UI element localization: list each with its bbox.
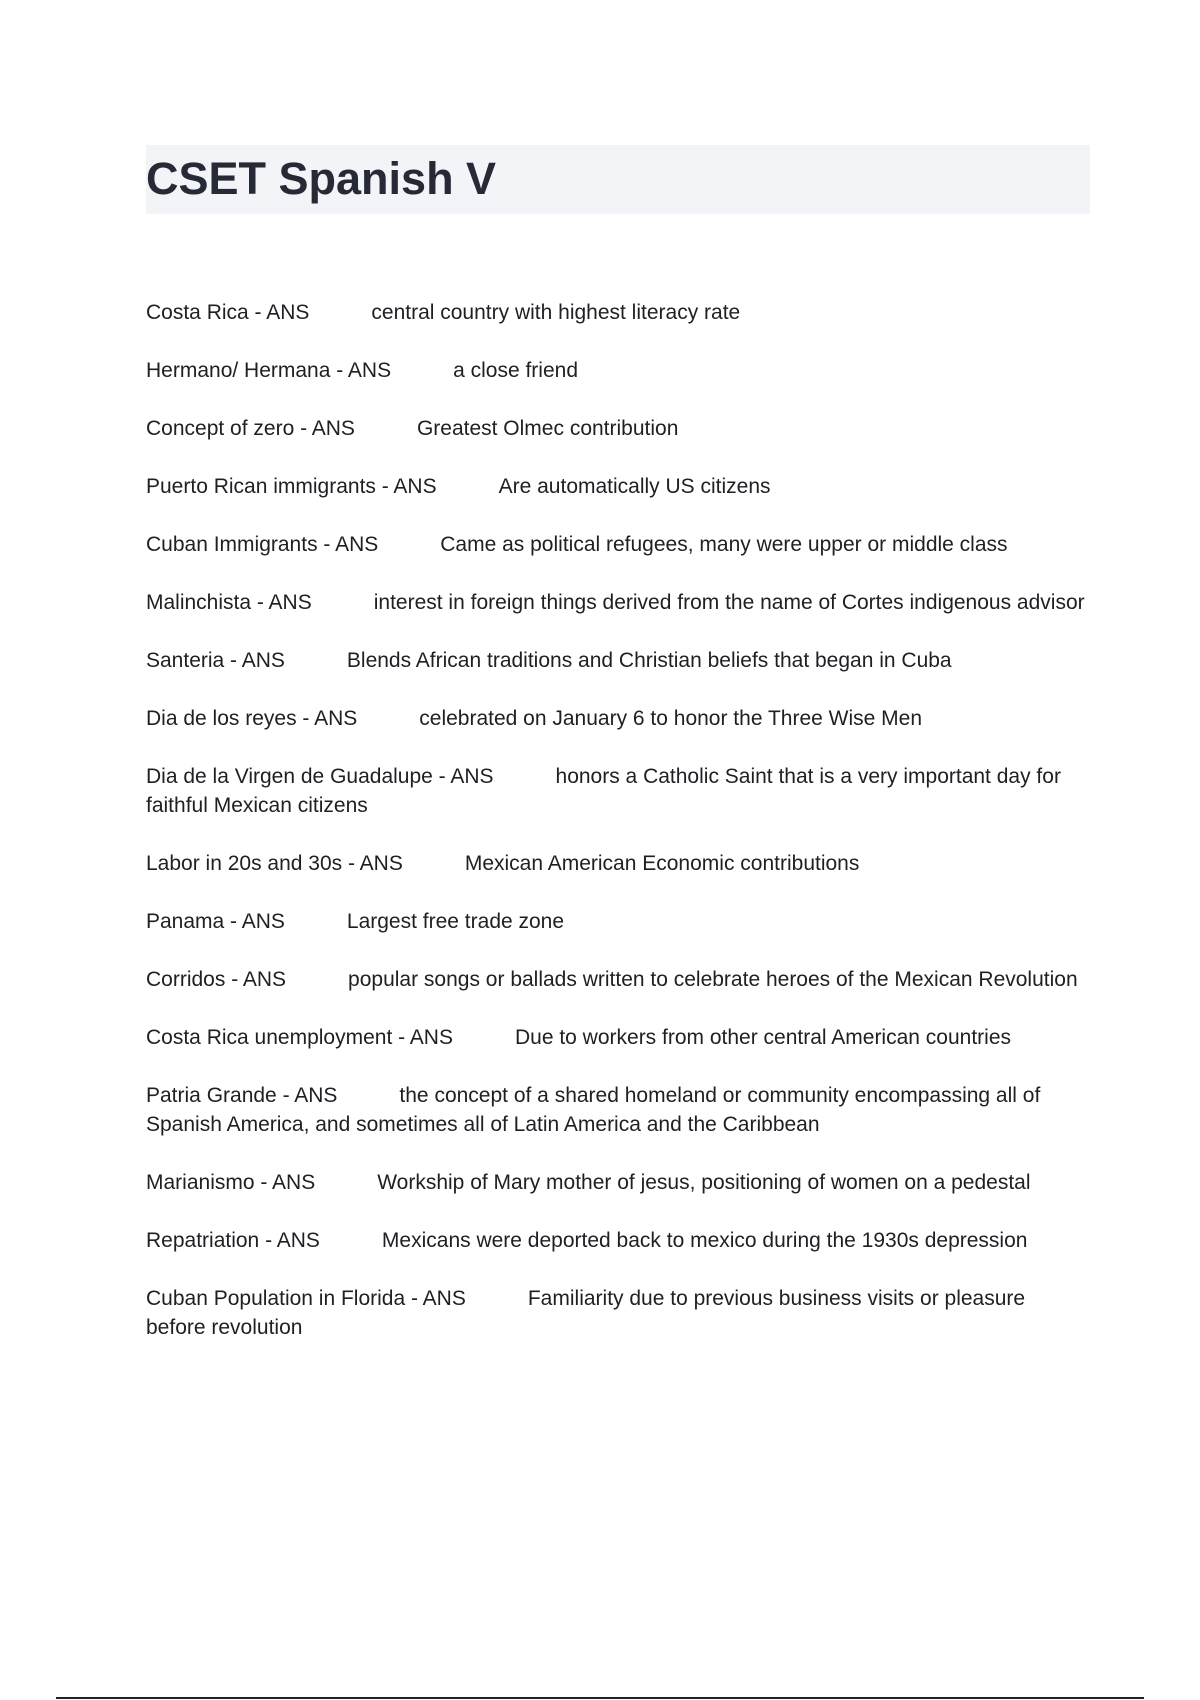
list-item — [146, 298, 1090, 327]
bottom-divider — [56, 1697, 1144, 1699]
definition: interest in foreign things derived from the name of Cortes indigenous advisor — [373, 591, 1085, 614]
definition: honors a Catholic Saint that is a very important day for faithful Mexican citizens — [146, 765, 1061, 817]
list-item — [146, 849, 1090, 878]
definition: Largest free trade zone — [346, 910, 565, 933]
list-item — [146, 414, 1090, 443]
list-item — [146, 1226, 1090, 1255]
term: Repatriation - ANS — [146, 1229, 320, 1252]
definition: Are automatically US citizens — [498, 475, 771, 498]
definition: popular songs or ballads written to celebrate heroes of the Mexican Revolution — [348, 968, 1078, 991]
definition: Workship of Mary mother of jesus, positioning of women on a pedestal — [377, 1171, 1031, 1194]
term: Cuban Population in Florida - ANS — [146, 1287, 466, 1310]
list-item — [146, 1023, 1090, 1052]
list-item — [146, 704, 1090, 733]
term: Cuban Immigrants - ANS — [146, 533, 379, 556]
term: Costa Rica - ANS — [146, 301, 310, 324]
term: Marianismo - ANS — [146, 1171, 316, 1194]
definition: a close friend — [453, 359, 578, 382]
title-banner — [146, 145, 1090, 214]
term: Hermano/ Hermana - ANS — [146, 359, 392, 382]
term: Dia de los reyes - ANS — [146, 707, 358, 730]
term: Panama - ANS — [146, 910, 285, 933]
term: Concept of zero - ANS — [146, 417, 355, 440]
definition: Mexicans were deported back to mexico during the 1930s depression — [381, 1229, 1028, 1252]
list-item — [146, 965, 1090, 994]
list-item — [146, 646, 1090, 675]
term: Santeria - ANS — [146, 649, 285, 672]
flashcard-list — [146, 298, 1090, 1371]
definition: the concept of a shared homeland or community encompassing all of Spanish America, and sometimes all of Latin America and the Caribbean — [146, 1084, 1041, 1136]
list-item — [146, 907, 1090, 936]
term: Patria Grande - ANS — [146, 1084, 338, 1107]
term: Malinchista - ANS — [146, 591, 312, 614]
term: Costa Rica unemployment - ANS — [146, 1026, 453, 1049]
term: Labor in 20s and 30s - ANS — [146, 852, 403, 875]
definition: Familiarity due to previous business visits or pleasure before revolution — [146, 1287, 1026, 1339]
definition: Blends African traditions and Christian beliefs that began in Cuba — [346, 649, 952, 672]
term: Puerto Rican immigrants - ANS — [146, 475, 437, 498]
page-title: CSET Spanish V — [146, 153, 497, 204]
list-item — [146, 1168, 1090, 1197]
definition: central country with highest literacy rate — [371, 301, 741, 324]
list-item — [146, 588, 1090, 617]
list-item — [146, 1284, 1090, 1342]
term: Dia de la Virgen de Guadalupe - ANS — [146, 765, 494, 788]
definition: Came as political refugees, many were upper or middle class — [440, 533, 1008, 556]
list-item — [146, 472, 1090, 501]
list-item — [146, 530, 1090, 559]
list-item — [146, 356, 1090, 385]
term: Corridos - ANS — [146, 968, 287, 991]
list-item — [146, 1081, 1090, 1139]
list-item — [146, 762, 1090, 820]
definition: Greatest Olmec contribution — [416, 417, 679, 440]
definition: celebrated on January 6 to honor the Three Wise Men — [419, 707, 923, 730]
definition: Mexican American Economic contributions — [464, 852, 860, 875]
definition: Due to workers from other central American countries — [514, 1026, 1012, 1049]
